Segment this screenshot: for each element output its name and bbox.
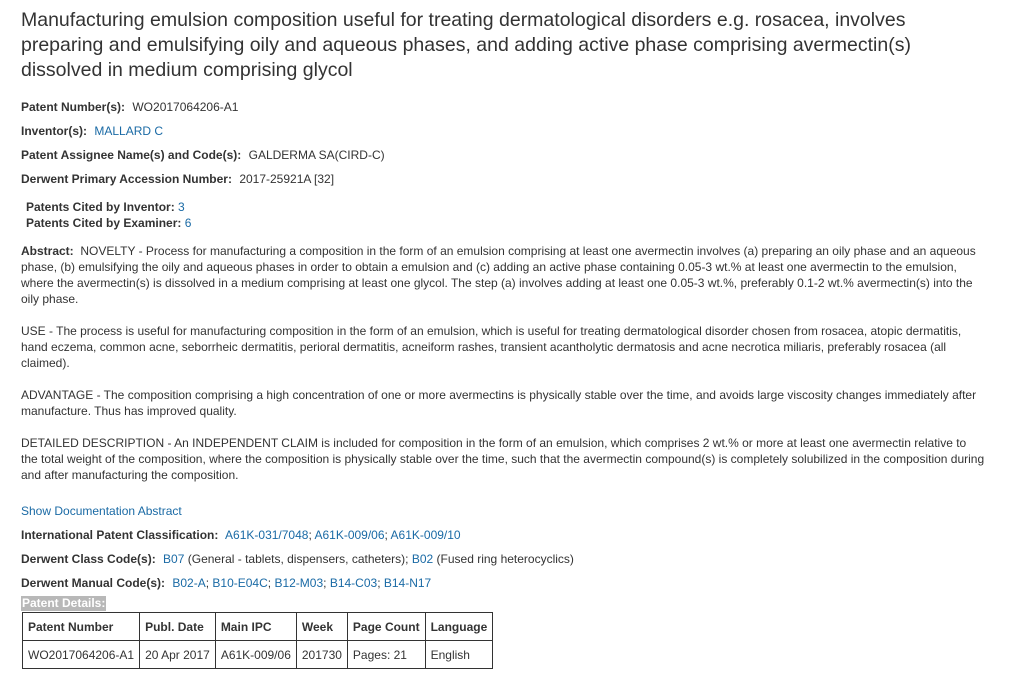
cited-by-inventor — [26, 199, 990, 215]
manual-code-label: Derwent Manual Code(s): — [21, 576, 166, 590]
column-header: Page Count — [347, 613, 425, 641]
manual-code-link[interactable]: B02-A — [172, 576, 206, 590]
accession-label: Derwent Primary Accession Number: — [21, 172, 232, 186]
column-header: Publ. Date — [140, 613, 216, 641]
table-cell: 201730 — [296, 641, 347, 669]
class-code-label: Derwent Class Code(s): — [21, 552, 156, 566]
inventor-link[interactable]: MALLARD C — [94, 124, 164, 138]
patent-number-field — [21, 95, 990, 119]
ipc-code-link[interactable]: A61K-009/06 — [314, 528, 385, 542]
manual-code-link[interactable]: B14-C03 — [329, 576, 378, 590]
manual-code-link[interactable]: B14-N17 — [383, 576, 432, 590]
abstract-advantage: ADVANTAGE - The composition comprising a high concentration of one or more avermectins is physically stable over the time, and avoids large viscosity changes immediately after manufacture. Thus has improved quality. — [21, 388, 977, 418]
column-header: Week — [296, 613, 347, 641]
class-code-desc: (General - tablets, dispensers, catheters) — [184, 552, 406, 566]
class-code-link[interactable]: B02 — [411, 552, 434, 566]
abstract-detailed: DETAILED DESCRIPTION - An INDEPENDENT CLAIM is included for composition in the form of an emulsion, which comprises 2 wt.% or more at least one avermectin relative to the total weight of the composition, where the composition is physically stable over the time, such that the avermectin compound(s) is completely solubilized in the composition during and after manufacturing the composition. — [21, 436, 985, 482]
ipc-field: International Patent Classification: A61K-031/7048; A61K-009/06; A61K-009/10 — [21, 528, 461, 542]
ipc-code-link[interactable]: A61K-009/10 — [390, 528, 461, 542]
abstract-section — [21, 243, 986, 483]
ipc-label: International Patent Classification: — [21, 528, 219, 542]
table-row — [23, 641, 493, 669]
cited-by-examiner — [26, 215, 990, 231]
manual-code-link[interactable]: B12-M03 — [274, 576, 324, 590]
table-cell: 20 Apr 2017 — [140, 641, 216, 669]
show-documentation-abstract-link[interactable]: Show Documentation Abstract — [21, 504, 182, 518]
table-cell: WO2017064206-A1 — [23, 641, 140, 669]
patent-details-table — [22, 612, 493, 669]
accession-field — [21, 167, 990, 191]
table-cell: English — [425, 641, 493, 669]
table-cell: A61K-009/06 — [215, 641, 296, 669]
manual-code-field: Derwent Manual Code(s): B02-A; B10-E04C; B12-M03; B14-C03; B14-N17 — [21, 576, 432, 590]
patent-number-value: WO2017064206-A1 — [132, 100, 239, 114]
show-doc-abstract — [21, 499, 990, 523]
assignee-value: GALDERMA SA(CIRD-C) — [248, 148, 385, 162]
class-code-link[interactable]: B07 — [163, 552, 185, 566]
cited-examiner-link[interactable]: 6 — [184, 216, 192, 230]
ipc-code-link[interactable]: A61K-031/7048 — [225, 528, 309, 542]
cited-patents — [21, 199, 990, 231]
class-code-field: Derwent Class Code(s): B07 (General - tablets, dispensers, catheters); B02 (Fused ring heterocyclics) — [21, 552, 574, 566]
inventor-label: Inventor(s): — [21, 124, 87, 138]
class-code-desc: (Fused ring heterocyclics) — [433, 552, 574, 566]
abstract-use: USE - The process is useful for manufacturing composition in the form of an emulsion, which is useful for treating dermatological disorder chosen from rosacea, atopic dermatitis, hand eczema, common acne, seborrheic dermatitis, perioral dermatitis, acneiform rashes, transient acantholytic dermatosis and acne necrotica miliaris, preferably rosacea (all claimed). — [21, 324, 962, 370]
assignee-label: Patent Assignee Name(s) and Code(s): — [21, 148, 242, 162]
patent-number-label: Patent Number(s): — [21, 100, 126, 114]
cited-inventor-link[interactable]: 3 — [178, 200, 185, 214]
abstract-novelty-text: NOVELTY - Process for manufacturing a composition in the form of an emulsion comprising at least one avermectin involves (a) preparing an oily phase and an aqueous phase, (b) emulsifying the oily and aqueous phases in order to obtain a emulsion and (c) adding an active phase containing 0.05-3 wt.% at least one avermectin to the emulsion, where the avermectin(s) is dissolved in a medium comprising at least one glycol. The step (a) involves adding at least one 0.05-3 wt.%, preferably 0.1-2 wt.% avermectin(s) into the oily phase. — [21, 244, 976, 306]
assignee-field — [21, 143, 990, 167]
column-header: Main IPC — [215, 613, 296, 641]
abstract-label: Abstract: — [21, 244, 74, 258]
inventor-field — [21, 119, 990, 143]
table-header-row — [23, 613, 493, 641]
column-header: Language — [425, 613, 493, 641]
cited-examiner-label: Patents Cited by Examiner: — [26, 216, 182, 230]
page-title: Manufacturing emulsion composition useful for treating dermatological disorders e.g. rosacea, involves preparing and emulsifying oily and aqueous phases, and adding active phase comprising avermectin(s) dissolved in medium comprising glycol — [21, 9, 911, 81]
table-cell: Pages: 21 — [347, 641, 425, 669]
cited-inventor-label: Patents Cited by Inventor: — [26, 200, 175, 214]
accession-value: 2017-25921A [32] — [239, 172, 335, 186]
abstract-novelty — [21, 243, 986, 307]
column-header: Patent Number — [23, 613, 140, 641]
manual-code-link[interactable]: B10-E04C — [212, 576, 268, 590]
patent-details-heading: Patent Details: — [22, 596, 106, 610]
